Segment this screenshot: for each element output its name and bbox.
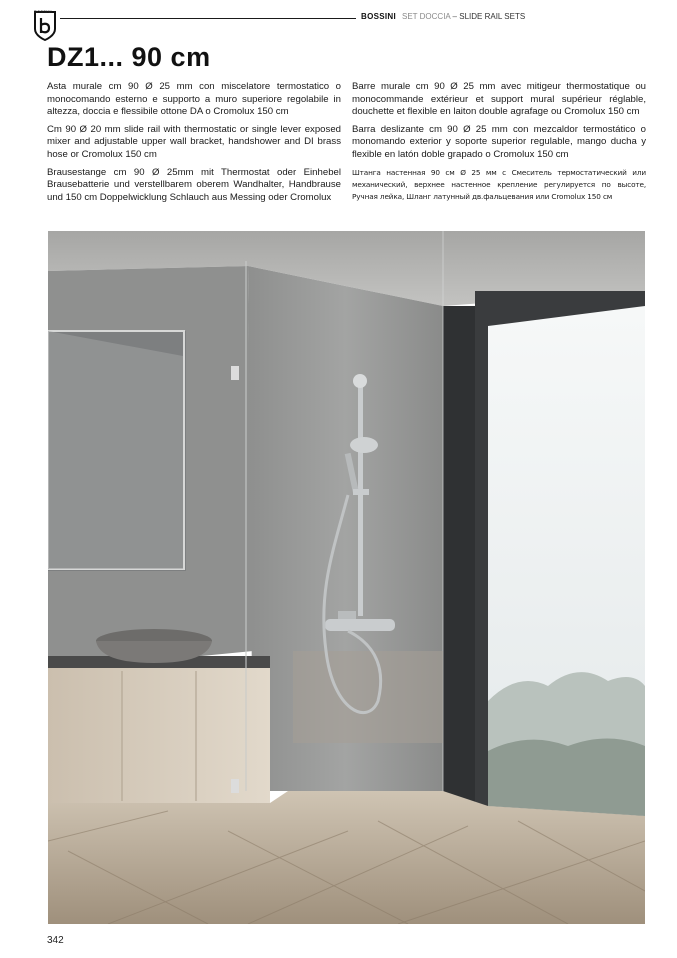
description-german: Brausestange cm 90 Ø 25mm mit Thermostat oder Einhebel Brausebatterie und verstellbarem oberem Wandhalter, Handbrause und 150 cm Doppelwicklung Schlauch aus Messing oder Cromolux	[47, 166, 341, 203]
description-russian: Штанга настенная 90 см Ø 25 мм с Смеситель термостатический или механический, верхнее настенное крепление регулируется по высоте, Ручная лейка, Шланг латунный дв.фальцевания или Cromolux 150 см	[352, 167, 646, 201]
description-italian: Asta murale cm 90 Ø 25 mm con miscelatore termostatico o monocomando esterno e supporto a muro superiore regolabile in altezza, doccia e flessibile ottone DA o Cromolux 150 cm	[47, 81, 341, 118]
bathroom-scene-illustration	[48, 231, 645, 924]
header-rule	[60, 18, 356, 19]
description-column-left	[47, 81, 341, 209]
page-number: 342	[47, 935, 64, 946]
description-spanish: Barra deslizante cm 90 Ø 25 mm con mezcaldor termostático o monomando exterior y soporte superior regulable, mango ducha y flexible en latón doble grapado o Cromolux 150 cm	[352, 123, 646, 160]
header-subsection: SLIDE RAIL SETS	[459, 12, 526, 21]
header-brand: BOSSINI	[361, 12, 396, 21]
running-header	[361, 12, 525, 21]
logo-text: BOSSINI	[34, 9, 52, 14]
description-english: Cm 90 Ø 20 mm slide rail with thermostatic or single lever exposed mixer and adjustable upper wall bracket, handshower and DI brass hose or Cromolux 150 cm	[47, 123, 341, 160]
header-section: SET DOCCIA	[402, 12, 451, 21]
description-column-right	[352, 81, 646, 208]
header-separator: –	[452, 12, 457, 21]
bathroom-shower-photo	[48, 231, 645, 924]
description-french: Barre murale cm 90 Ø 25 mm avec mitigeur thermostatique ou monocommande extérieur et support mural supérieur réglable, douchette et flexible en laiton double agrafage ou Cromolux 150 cm	[352, 81, 646, 118]
product-title: DZ1... 90 cm	[47, 42, 211, 72]
